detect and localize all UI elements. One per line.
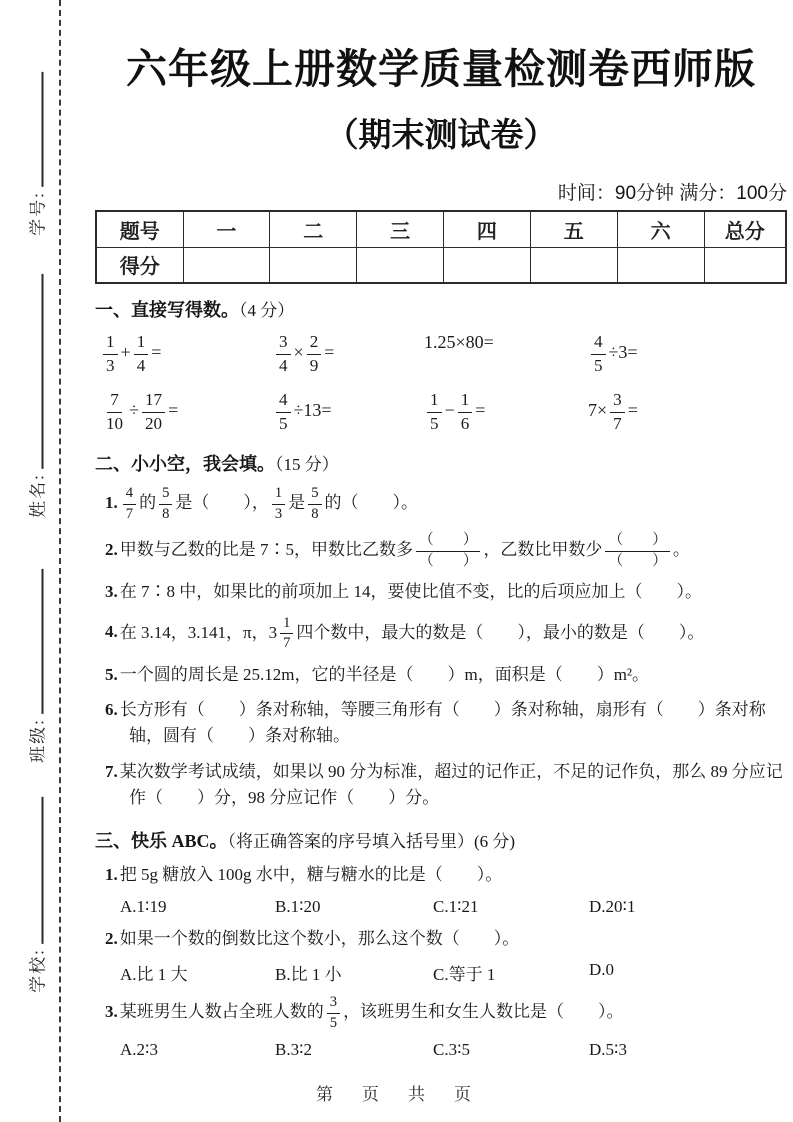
page-title: 六年级上册数学质量检测卷西师版 (126, 46, 756, 92)
calc-problem: $\frac{1}{5}$ − $\frac{1}{6}$ = (424, 390, 588, 434)
section1-heading-score: （4 分） (239, 301, 295, 320)
calc-problem: $\frac{1}{3}$ + $\frac{1}{4}$ = (100, 332, 273, 376)
option-a: A.比 1 大 (120, 965, 188, 985)
calc-problem: 1.25×80= (424, 332, 494, 352)
option-b: B.比 1 小 (275, 965, 342, 985)
option-c: C.1∶21 (433, 896, 479, 916)
choice-options-row (95, 897, 787, 917)
section3-heading-label: 三、快乐 ABC。 (95, 831, 228, 852)
score-cell (704, 247, 786, 283)
calc-problem: $\frac{3}{4}$ × $\frac{2}{9}$ = (273, 332, 424, 376)
option-c: C.等于 1 (433, 965, 496, 985)
fraction: $\frac{5}{8}$ (159, 485, 172, 523)
score-table-header-cell: 六 (617, 211, 704, 247)
score-row-label: 得分 (96, 247, 183, 283)
fraction: $\frac{( )}{( )}$ (605, 532, 669, 570)
fraction: $\frac{5}{8}$ (308, 485, 321, 523)
fraction: $\frac{17}{20}$ (142, 390, 165, 434)
choice-options-row (95, 960, 787, 985)
fill-blank-item: 3. 在 7∶8 中，如果比的前项加上 14，要使比值不变，比的后项应加上（ ）。 (105, 582, 702, 602)
section1-heading (95, 296, 787, 322)
fraction: $\frac{4}{5}$ (276, 390, 291, 434)
fill-blank-item: 7. 某次数学考试成绩，如果以 90 分为标准，超过的记作正，不足的记作负，那么 89 分应记作（ ）分，98 分应记作（ ）分。 (105, 761, 783, 807)
page-subtitle: （期末测试卷） (325, 116, 557, 153)
name-blank-line (41, 274, 44, 469)
fraction: $\frac{1}{4}$ (134, 332, 149, 376)
class-blank-line (41, 569, 44, 714)
calc-problem: 7× $\frac{3}{7}$ = (588, 390, 638, 433)
option-d: D.5∶3 (589, 1040, 627, 1060)
student-id-label: 学号: (28, 191, 48, 236)
class-label: 班级: (28, 718, 48, 763)
class-field (24, 569, 49, 763)
option-d: D.20∶1 (589, 896, 636, 916)
fill-blank-item: 5. 一个圆的周长是 25.12m，它的半径是（ ）m，面积是（ ）m²。 (105, 664, 650, 684)
fraction: $\frac{1}{3}$ (272, 485, 285, 523)
fraction: $\frac{( )}{( )}$ (416, 532, 480, 570)
calc-problem: $\frac{4}{5}$ ÷3= (588, 332, 787, 376)
name-label: 姓名: (28, 473, 48, 518)
name-field (24, 274, 49, 518)
fraction: $\frac{7}{10}$ (106, 390, 124, 433)
score-table-header-cell: 五 (530, 211, 617, 247)
score-table-header-cell: 总分 (704, 211, 786, 247)
score-table-header-cell: 三 (357, 211, 444, 247)
fraction: $\frac{3}{4}$ (276, 332, 291, 376)
section2-heading-label: 二、小小空，我会填。 (95, 454, 275, 474)
fill-blank-item: 4. 在 3.14，3.141，π，3 $\frac{1}{7}$ 四个数中，最大的数是（ ），最小的数是（ ）。 (105, 614, 705, 652)
choice-question-stem: 1. 把 5g 糖放入 100g 水中，糖与糖水的比是（ ）。 (105, 865, 503, 885)
fraction: $\frac{4}{7}$ (123, 485, 136, 523)
option-b: B.1∶20 (275, 896, 321, 916)
choice-question-stem: 3. 某班男生人数占全班人数的 $\frac{3}{5}$ ，该班男生和女生人数比是（ ）。 (105, 994, 624, 1031)
score-cell (357, 247, 444, 283)
score-table-header-row (96, 211, 786, 247)
score-cell (443, 247, 530, 283)
section1-heading-label: 一、直接写得数。 (95, 300, 239, 320)
fraction: $\frac{3}{7}$ (610, 390, 625, 434)
student-id-field (24, 72, 49, 236)
calc-problems-grid (95, 332, 787, 434)
score-table-header-cell: 四 (443, 211, 530, 247)
fraction: $\frac{2}{9}$ (307, 332, 322, 376)
score-table-score-row (96, 247, 786, 283)
option-a: A.1∶19 (120, 896, 167, 916)
section3-heading-note: （将正确答案的序号填入括号里）(6 分) (227, 832, 516, 852)
section2-heading (95, 450, 787, 476)
fraction: $\frac{3}{5}$ (327, 994, 340, 1032)
option-c: C.3∶5 (433, 1040, 471, 1060)
school-field (24, 797, 49, 993)
calc-problem: $\frac{7}{10}$ ÷ $\frac{17}{20}$ = (100, 390, 273, 434)
exam-meta: 时间：90分钟 满分：100分 (557, 183, 787, 204)
option-d: D.0 (589, 960, 615, 980)
option-a: A.2∶3 (120, 1040, 158, 1060)
score-table-header-cell: 二 (270, 211, 357, 247)
option-b: B.3∶2 (275, 1040, 313, 1060)
school-blank-line (41, 797, 44, 944)
fill-blank-item: 6. 长方形有（ ）条对称轴，等腰三角形有（ ）条对称轴，扇形有（ ）条对称轴，圆有（ ）条对称轴。 (105, 699, 766, 746)
score-cell (530, 247, 617, 283)
fill-blank-item: 1. $\frac{4}{7}$ 的 $\frac{5}{8}$ 是（ ）， $\frac{1}{3}$ 是 $\frac{5}{8}$ 的（ ）。 (105, 485, 418, 522)
page-footer: 第 页 共 页 (316, 1085, 477, 1104)
calc-problem: $\frac{4}{5}$ ÷13= (273, 390, 424, 434)
fraction: $\frac{1}{7}$ (280, 615, 293, 653)
score-table-header-cell: 一 (183, 211, 270, 247)
fraction: $\frac{1}{3}$ (103, 332, 118, 376)
student-id-blank-line (41, 72, 44, 187)
cutting-dashed-line (59, 0, 61, 1122)
fraction: $\frac{4}{5}$ (591, 332, 606, 376)
score-table (95, 210, 787, 284)
choice-question-stem: 2. 如果一个数的倒数比这个数小，那么这个数（ ）。 (105, 928, 520, 948)
section2-heading-score: （15 分） (275, 455, 339, 474)
fill-blank-item: 2. 甲数与乙数的比是 7∶5，甲数比乙数多 $\frac{( )}{( )}$ ，乙数比甲数少 $\frac{( )}{( )}$ 。 (105, 532, 690, 569)
choice-options-row (95, 1040, 787, 1060)
main-content (95, 30, 787, 1060)
section3-heading (95, 827, 787, 853)
score-cell (617, 247, 704, 283)
fraction: $\frac{1}{6}$ (458, 390, 473, 434)
score-table-header-cell: 题号 (96, 211, 183, 247)
score-cell (270, 247, 357, 283)
fraction: $\frac{1}{5}$ (427, 390, 442, 434)
school-label: 学校: (28, 948, 48, 993)
score-cell (183, 247, 270, 283)
